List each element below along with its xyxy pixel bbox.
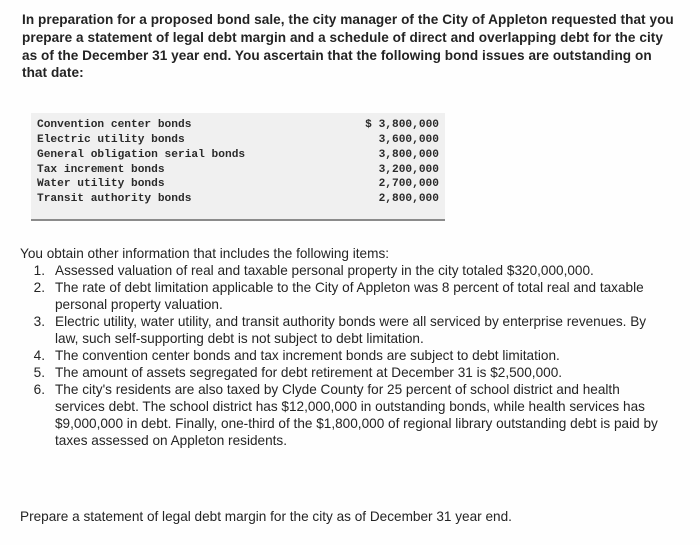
bond-name: Water utility bonds	[37, 178, 165, 190]
bond-amount: 2,700,000	[378, 178, 439, 190]
bond-amount: 3,600,000	[378, 134, 439, 146]
item-text: The city's residents are also taxed by Clyde County for 25 percent of school district and health services debt. The school district has $12,000,000 in outstanding bonds, while health services has $9,000,000 in debt. Finally, one-third of the $1,800,000 of regional library outstanding debt is paid by taxes assessed on Appleton residents.	[55, 382, 658, 448]
item-text: Assessed valuation of real and taxable personal property in the city totaled $320,000,000.	[55, 263, 594, 278]
information-item	[33, 262, 670, 279]
information-item	[33, 347, 670, 364]
task-prompt: Prepare a statement of legal debt margin for the city as of December 31 year end.	[20, 509, 512, 524]
item-number: 3.	[33, 314, 45, 329]
other-information-section	[20, 245, 670, 449]
other-information-lead: You obtain other information that includes the following items:	[20, 246, 390, 261]
intro-paragraph: In preparation for a proposed bond sale, the city manager of the City of Appleton requested that you prepare a statement of legal debt margin and a schedule of direct and overlapping debt for the city as of the December 31 year end. You ascertain that the following bond issues are outstanding on that date:	[22, 12, 674, 81]
bond-amount: 2,800,000	[378, 193, 439, 205]
bond-row	[37, 119, 441, 134]
item-text: The rate of debt limitation applicable to the City of Appleton was 8 percent of total real and taxable personal property valuation.	[55, 280, 644, 312]
item-number: 1.	[33, 263, 45, 278]
bond-amount: 3,200,000	[378, 164, 439, 176]
bond-row	[37, 193, 441, 208]
bond-issues-table	[31, 113, 445, 221]
item-number: 4.	[33, 348, 45, 363]
information-item	[33, 381, 670, 449]
bond-row	[37, 134, 441, 149]
item-text: The convention center bonds and tax increment bonds are subject to debt limitation.	[55, 348, 560, 363]
bond-name: General obligation serial bonds	[37, 149, 246, 161]
bond-row	[37, 178, 441, 193]
item-text: Electric utility, water utility, and transit authority bonds were all serviced by enterprise revenues. By law, such self-supporting debt is not subject to debt limitation.	[55, 314, 647, 346]
information-list	[20, 262, 670, 449]
item-number: 5.	[33, 365, 45, 380]
information-item	[33, 364, 670, 381]
bond-name: Transit authority bonds	[37, 193, 192, 205]
bond-name: Electric utility bonds	[37, 134, 185, 146]
bond-row	[37, 164, 441, 179]
bond-row	[37, 149, 441, 164]
bond-amount: $ 3,800,000	[365, 119, 439, 131]
item-number: 2.	[33, 280, 45, 295]
information-item	[33, 279, 670, 313]
bond-name: Convention center bonds	[37, 119, 192, 131]
bond-amount: 3,800,000	[378, 149, 439, 161]
item-number: 6.	[33, 382, 45, 397]
item-text: The amount of assets segregated for debt retirement at December 31 is $2,500,000.	[55, 365, 563, 380]
bond-name: Tax increment bonds	[37, 164, 165, 176]
information-item	[33, 313, 670, 347]
